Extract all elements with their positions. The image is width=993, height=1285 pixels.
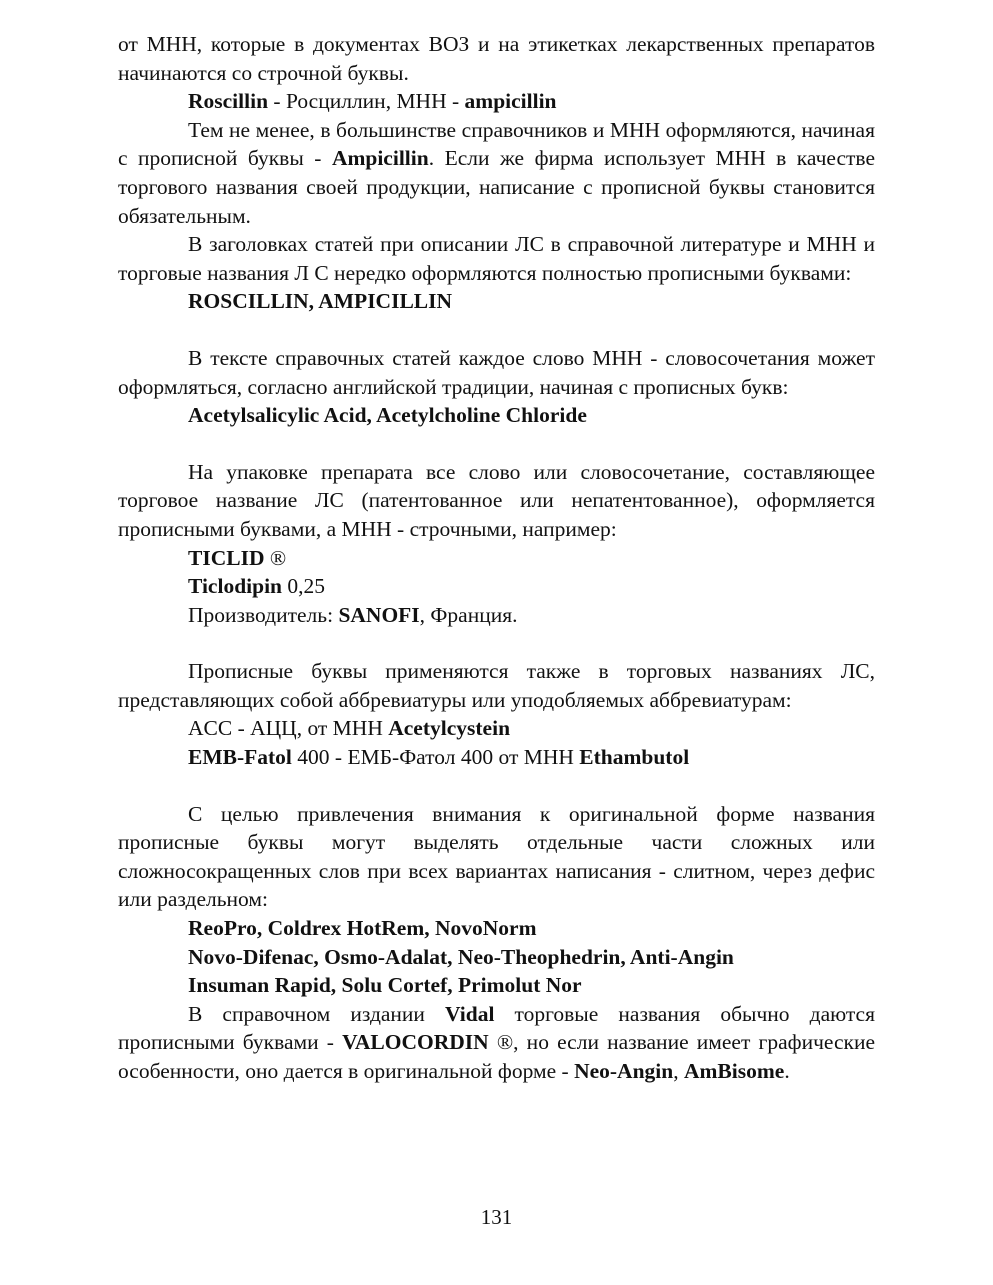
text-run: Прописные буквы применяются также в торговых названиях ЛС, представляющих собой аббревиатуры или уподобляемых аббревиатурам:: [118, 659, 875, 712]
bold-term: Ethambutol: [579, 745, 690, 770]
paragraph: [118, 116, 875, 230]
text-run: - Росциллин, МНН -: [268, 89, 465, 114]
example-line: [118, 401, 875, 430]
text-run: ACC - АЦЦ, от МНН: [188, 716, 389, 741]
bold-term: TICLID: [188, 545, 265, 570]
bold-term: ReoPro, Coldrex HotRem, NovoNorm: [188, 916, 537, 941]
text-run: . Если же фирма использует МНН в качестве торгового названия своей продукции, написание с прописной буквы становится обязательным.: [118, 146, 875, 228]
example-line: [118, 971, 875, 1000]
text-run: ,: [673, 1059, 684, 1083]
bold-term: Neo-Angin: [574, 1059, 674, 1083]
text-run: На упаковке препарата все слово или словосочетание, составляющее торговое название ЛС (патентованное или непатентованное), оформляется прописными буквами, а МНН - строчными, например:: [118, 459, 875, 541]
bold-term: Acetylsalicylic Acid, Acetylcholine Chloride: [188, 403, 587, 428]
example-line: [118, 914, 875, 943]
paragraph: [118, 230, 875, 287]
text-run: С целью привлечения внимания к оригинальной форме названия прописные буквы могут выделять отдельные части сложных или сложносокращенных слов при всех вариантах написания - слитном, через дефис или раздельном:: [118, 801, 875, 912]
example-line: [118, 544, 875, 573]
example-line: [118, 601, 875, 630]
example-line: [118, 572, 875, 601]
bold-term: EMB-Fatol: [188, 745, 292, 770]
paragraph-spacer: [118, 430, 875, 458]
bold-term: Acetylcystein: [388, 716, 511, 741]
bold-term: Roscillin: [188, 89, 269, 114]
text-run: В заголовках статей при описании ЛС в справочной литературе и МНН и торговые названия Л С нередко оформляются полностью прописными буквами:: [118, 232, 875, 285]
text-run: Тем не менее, в большинстве справочников и МНН оформляются, начиная с прописной буквы -: [118, 117, 875, 171]
text-run: ®: [264, 545, 287, 570]
bold-term: Vidal: [445, 1001, 495, 1026]
page-number: 131: [480, 1205, 513, 1229]
bold-term: SANOFI: [338, 602, 420, 627]
paragraph: [118, 800, 875, 914]
bold-term: Insuman Rapid, Solu Cortef, Primolut Nor: [188, 973, 582, 998]
text-run: В тексте справочных статей каждое слово МНН - словосочетания может оформляться, согласно английской традиции, начиная с прописных букв:: [118, 345, 875, 399]
paragraph-spacer: [118, 629, 875, 657]
paragraph-spacer: [118, 772, 875, 800]
text-run: Производитель:: [188, 602, 339, 627]
example-line: [118, 87, 875, 116]
text-run: 400 - ЕМБ-Фатол 400 от МНН: [291, 745, 580, 770]
bold-term: Ticlodipin: [188, 574, 283, 599]
example-line: [118, 714, 875, 743]
paragraph: [118, 657, 875, 714]
text-run: , Франция.: [419, 602, 518, 627]
paragraph: [118, 30, 875, 87]
paragraph: [118, 1000, 875, 1086]
text-run: .: [784, 1059, 790, 1083]
text-run: от МНН, которые в документах ВОЗ и на этикетках лекарственных препаратов начинаются со строчной буквы.: [118, 32, 875, 85]
bold-term: ROSCILLIN, AMPICILLIN: [188, 289, 453, 314]
paragraph-spacer: [118, 316, 875, 344]
text-run: 0,25: [282, 574, 326, 599]
paragraph: [118, 458, 875, 544]
example-line: [118, 287, 875, 316]
text-run: В справочном издании: [188, 1001, 446, 1026]
example-line: [118, 943, 875, 972]
paragraph: [118, 344, 875, 401]
bold-term: Ampicillin: [331, 146, 429, 171]
page-body: [118, 30, 875, 1086]
text-run: торговые названия обычно даются прописными буквами -: [118, 1001, 875, 1055]
bold-term: Novo-Difenac, Osmo-Adalat, Neo-Theophedrin, Anti-Angin: [188, 944, 734, 969]
bold-term: AmBisome: [683, 1059, 785, 1083]
bold-term: ampicillin: [464, 89, 557, 114]
text-run: ®, но если название имеет графические особенности, оно дается в оригинальной форме -: [118, 1030, 876, 1083]
bold-term: VALOCORDIN: [342, 1030, 489, 1055]
example-line: [118, 743, 875, 772]
